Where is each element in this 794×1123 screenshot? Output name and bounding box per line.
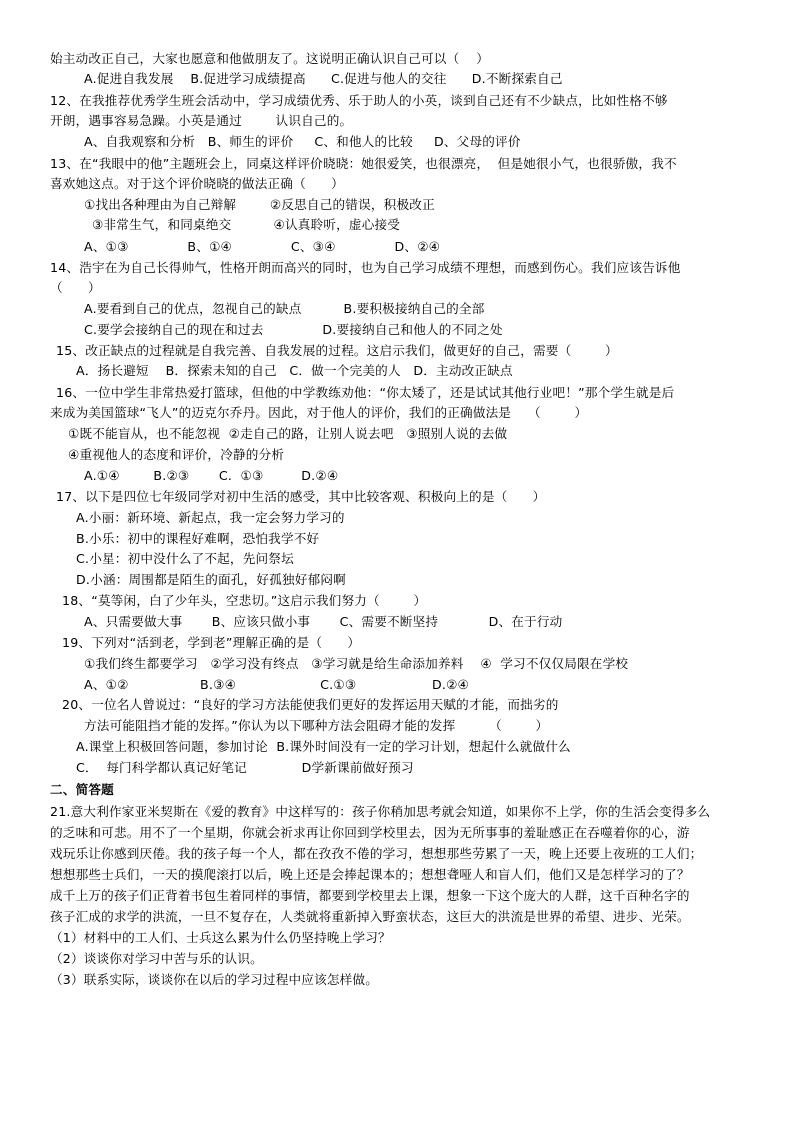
q16-stem-line2: 来成为美国篮球“飞人”的迈克尔乔丹。因此，对于他人的评价，我们的正确做法是 （ ）: [50, 405, 588, 420]
q21-subquestion-1: （1）材料中的工人们、士兵这么累为什么仍坚持晚上学习？: [50, 930, 391, 945]
q17-option-d: D.小涵：周围都是陌生的面孔，好孤独好郁闷啊: [76, 572, 346, 587]
q21-material-line1: 21.意大利作家亚米契斯在《爱的教育》中这样写的：孩子你稍加思考就会知道，如果你不上学，你的生活会变得多么: [50, 804, 711, 819]
q14-options-cd: C.要学会接纳自己的现在和过去 D.要接纳自己和他人的不同之处: [84, 322, 503, 337]
q17-option-c: C.小星：初中没什么了不起，先问祭坛: [76, 551, 294, 566]
q14-options-ab: A.要看到自己的优点，忽视自己的缺点 B.要积极接纳自己的全部: [84, 301, 485, 316]
q11-stem-continued: 始主动改正自己，大家也愿意和他做朋友了。这说明正确认识自己可以（ ）: [50, 51, 490, 66]
q14-stem: 14、浩宇在为自己长得帅气，性格开朗而高兴的同时，也为自己学习成绩不理想，而感到伤心。我们应该告诉他: [50, 260, 681, 275]
q21-subquestion-2: （2）谈谈你对学习中苦与乐的认识。: [50, 951, 263, 966]
q13-statements-1: ①找出各种理由为自己辩解 ②反思自己的错误，积极改正: [84, 197, 435, 212]
q20-options-ab: A.课堂上积极回答问题，参加讨论 B.课外时间没有一定的学习计划，想起什么就做什么: [76, 739, 571, 754]
q21-material-line5: 成千上万的孩子们正背着书包生着同样的事情，都要到学校里去上课，想象一下这个庞大的人群，这千百种名字的: [50, 888, 690, 903]
q13-statements-2: ③非常生气，和同桌绝交 ④认真聆听，虚心接受: [92, 217, 401, 232]
q21-material-line2: 的乏味和可悲。用不了一个星期，你就会祈求再让你回到学校里去，因为无所事事的羞耻感正在吞噬着你的心，游: [50, 825, 690, 840]
q18-stem: 18、“莫等闲，白了少年头，空悲切。”这启示我们努力（ ）: [62, 593, 427, 608]
q14-stem-line2: （ ）: [50, 280, 101, 295]
q20-options-cd: C． 每门科学都认真记好笔记 D学新课前做好预习: [76, 760, 414, 775]
q21-material-line3: 戏玩乐让你感到厌倦。我的孩子每一个人，都在孜孜不倦的学习，想想那些劳累了一天，晚上还要上夜班的工人们；: [50, 846, 703, 861]
q12-stem: 12、在我推荐优秀学生班会活动中，学习成绩优秀、乐于助人的小英，谈到自己还有不少缺点，比如性格不够: [50, 93, 668, 108]
q21-material-line6: 孩子汇成的求学的洪流，一旦不复存在，人类就将重新掉入野蛮状态，这巨大的洪流是世界的希望、进步、光荣。: [50, 909, 690, 924]
q17-option-a: A.小丽：新环境、新起点，我一定会努力学习的: [76, 510, 345, 525]
q16-statements-1: ①既不能盲从，也不能忽视 ②走自己的路，让别人说去吧 ③照别人说的去做: [68, 426, 508, 441]
section-heading-short-answer: 二、简答题: [50, 782, 114, 797]
q17-stem: 17、以下是四位七年级同学对初中生活的感受，其中比较客观、积极向上的是（ ）: [56, 489, 546, 504]
q12-options: A、自我观察和分析 B、师生的评价 C、和他人的比较 D、父母的评价: [84, 134, 521, 149]
q20-stem: 20、一位名人曾说过：“良好的学习方法能使我们更好的发挥运用天赋的才能，而拙劣的: [62, 697, 559, 712]
q21-material-line4: 想想那些士兵们，一天的摸爬滚打以后，晚上还是会捧起课本的；想想聋哑人和盲人们，他们又是怎样学习的了？: [50, 867, 690, 882]
q19-statements: ①我们终生都要学习 ②学习没有终点 ③学习就是给生命添加养料 ④ 学习不仅仅局限在学校: [84, 656, 629, 671]
q11-options: A.促进自我发展 B.促进学习成绩提高 C.促进与他人的交往 D.不断探索自己: [84, 71, 563, 86]
q12-stem-line2: 开朗，遇事容易急躁。小英是通过 认识自己的。: [50, 113, 353, 128]
q13-stem-line2: 喜欢她这点。对于这个评价晓晓的做法正确（ ）: [50, 176, 344, 191]
q15-stem: 15、改正缺点的过程就是自我完善、自我发展的过程。这启示我们，做更好的自己，需要（ ）: [56, 343, 618, 358]
q16-statements-2: ④重视他人的态度和评价，冷静的分析: [68, 447, 285, 462]
q15-options: A．扬长避短 B．探索未知的自己 C．做一个完美的人 D．主动改正缺点: [76, 363, 513, 378]
q19-options: A、①② B.③④ C.①③ D.②④: [84, 677, 470, 692]
q16-options: A.①④ B.②③ C. ①③ D.②④: [84, 468, 339, 483]
q13-options: A、①③ B、①④ C、③④ D、②④: [84, 239, 441, 254]
q20-stem-line2: 方法可能阻挡才能的发挥。”你认为以下哪种方法会阻碍才能的发挥 （ ）: [84, 718, 549, 733]
q17-option-b: B.小乐：初中的课程好难啊，恐怕我学不好: [76, 531, 320, 546]
q16-stem: 16、一位中学生非常热爱打篮球，但他的中学教练劝他：“你太矮了，还是试试其他行业吧！”那个学生就是后: [56, 385, 675, 400]
q13-stem: 13、在“我眼中的他”主题班会上，同桌这样评价晓晓：她很爱笑，也很漂亮， 但是她很小气，也很骄傲，我不: [50, 156, 677, 171]
q19-stem: 19、下列对“活到老，学到老”理解正确的是（ ）: [62, 635, 361, 650]
q21-subquestion-3: （3）联系实际，谈谈你在以后的学习过程中应该怎样做。: [50, 972, 379, 987]
q18-options: A、只需要做大事 B、应该只做小事 C、需要不断坚持 D、在于行动: [84, 614, 563, 629]
